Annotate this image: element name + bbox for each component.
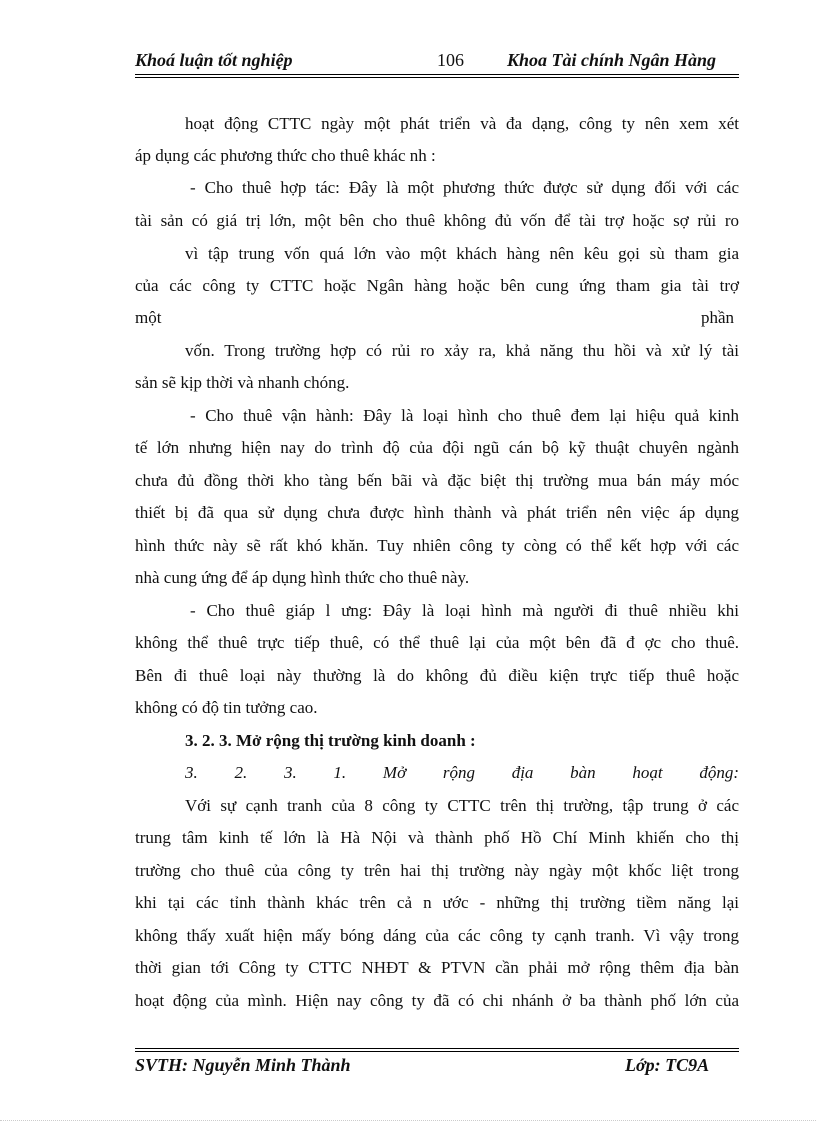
footer-class: Lớp: TC9A	[625, 1055, 710, 1075]
footer-rule	[135, 1048, 739, 1049]
text-line: - Cho thuê vận hành: Đây là loại hình cho thuê đem lại hiệu quả kinh	[190, 406, 739, 425]
header-thesis-title: Khoá luận tốt nghiệp	[135, 50, 293, 70]
text-line: hình thức này sẽ rất khó khăn. Tuy nhiên công ty còng có thể kết hợp với các	[135, 536, 739, 555]
text-line: thiết bị đã qua sử dụng chưa được hình thành và phát triển nên việc áp dụng	[135, 503, 739, 522]
header-rule-double	[135, 77, 739, 78]
text-line: nhà cung ứng để áp dụng hình thức cho thuê này.	[135, 568, 470, 587]
text-line: trường cho thuê của công ty trên hai thị trường này ngày một khốc liệt trong	[135, 861, 739, 880]
text-line: Với sự cạnh tranh của 8 công ty CTTC trên thị trường, tập trung ở các	[185, 796, 739, 815]
header-faculty: Khoa Tài chính Ngân Hàng	[507, 50, 717, 70]
text-line: tế lớn nhưng hiện nay do trình độ của đội ngũ cán bộ kỹ thuật chuyên ngành	[135, 438, 739, 457]
text-line: không thấy xuất hiện mấy bóng dáng của các công ty cạnh tranh. Vì vậy trong	[135, 926, 739, 945]
footer-student: SVTH: Nguyễn Minh Thành	[135, 1055, 351, 1075]
text-line: không thể thuê trực tiếp thuê, có thể thuê lại của một bên đã đ ợc cho thuê.	[135, 633, 739, 652]
text-line: - Cho thuê giáp l ưng: Đây là loại hình mà người đi thuê nhiều khi	[190, 601, 739, 620]
text-line: vốn. Trong trường hợp có rủi ro xảy ra, khả năng thu hồi và xử lý tài	[185, 341, 739, 360]
text-line: hoạt động của mình. Hiện nay công ty đã có chi nhánh ở ba thành phố lớn của	[135, 991, 739, 1010]
page-number: 106	[437, 50, 464, 70]
text-line: một	[135, 308, 162, 327]
text-line: trung tâm kinh tế lớn là Hà Nội và thành phố Hồ Chí Minh khiến cho thị	[135, 828, 739, 847]
text-line: Bên đi thuê loại này thường là do không đủ điều kiện trực tiếp thuê hoặc	[135, 666, 739, 685]
page-header	[135, 46, 739, 74]
page-edge-divider	[0, 1120, 816, 1121]
text-line: tài sản có giá trị lớn, một bên cho thuê không đủ vốn để tài trợ hoặc sợ rủi ro	[135, 211, 739, 230]
text-line: sản sẽ kịp thời và nhanh chóng.	[135, 373, 350, 392]
text-line: chưa đủ đồng thời kho tàng bến bãi và đặc biệt thị trường mua bán máy móc	[135, 471, 739, 490]
text-line: thời gian tới Công ty CTTC NHĐT & PTVN cần phải mở rộng thêm địa bàn	[135, 958, 739, 977]
footer-rule-double	[135, 1051, 739, 1052]
text-line: phần	[701, 308, 735, 327]
section-heading: 3. 2. 3. Mở rộng thị trường kinh doanh :	[185, 731, 476, 750]
text-line: của các công ty CTTC hoặc Ngân hàng hoặc bên cung ứng tham gia tài trợ	[135, 276, 739, 295]
text-line: hoạt động CTTC ngày một phát triển và đa dạng, công ty nên xem xét	[185, 114, 739, 133]
text-line: không có độ tin tưởng cao.	[135, 698, 318, 717]
text-line: áp dụng các phương thức cho thuê khác nh :	[135, 146, 436, 165]
text-line: - Cho thuê hợp tác: Đây là một phương thức được sử dụng đối với các	[190, 178, 739, 197]
page-footer	[135, 1055, 739, 1081]
header-rule	[135, 74, 739, 75]
text-line: khi tại các tỉnh thành khác trên cả n ước - những thị trường tiềm năng lại	[135, 893, 739, 912]
subsection-heading: 3. 2. 3. 1. Mở rộng địa bàn hoạt động:	[185, 763, 739, 782]
text-line: vì tập trung vốn quá lớn vào một khách hàng nên kêu gọi sù tham gia	[185, 244, 739, 263]
